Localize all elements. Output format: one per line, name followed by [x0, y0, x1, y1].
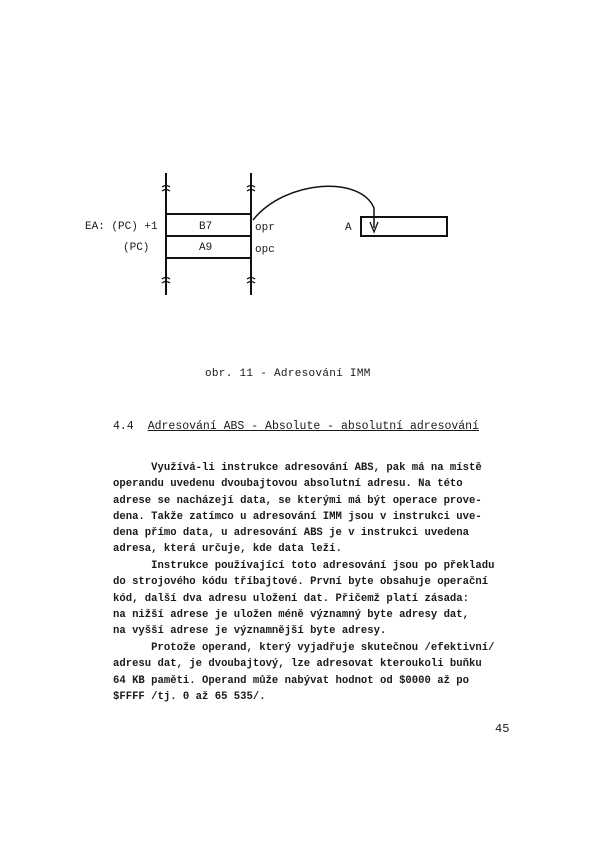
section-title: Adresování ABS - Absolute - absolutní adresování — [147, 420, 479, 433]
section-number: 4.4 — [113, 420, 134, 433]
text-line: $FFFF /tj. 0 až 65 535/. — [113, 690, 266, 703]
ea-label: EA: (PC) +1 — [85, 221, 158, 233]
text-line: Využívá-li instrukce adresování ABS, pak má na místě — [113, 462, 482, 474]
figure-caption: obr. 11 - Adresování IMM — [205, 368, 371, 380]
pc-label: (PC) — [123, 242, 150, 254]
paragraph-1 — [113, 460, 523, 558]
memory-cell-operand: B7 — [199, 221, 213, 233]
text-line: do strojového kódu tříbajtové. První byte obsahuje operační — [113, 576, 489, 589]
section-heading — [113, 420, 479, 433]
text-line: adresu dat, je dvoubajtový, lze adresovat kteroukoli buňku — [113, 658, 482, 671]
text-line: adrese se nacházejí data, se kterými má být operace prove- — [113, 494, 482, 507]
opc-label: opc — [255, 244, 275, 256]
text-line: dena přímo data, u adresování ABS je v instrukci uvedena — [113, 527, 470, 540]
text-line: dena. Takže zatímco u adresování IMM jsou v instrukci uve- — [113, 510, 482, 523]
text-line: kód, další dva adresu uložení dat. Přičemž platí zásada: — [113, 592, 470, 605]
memory-diagram — [0, 0, 600, 340]
memory-cell-opcode: A9 — [199, 242, 213, 254]
text-line: adresa, která určuje, kde data leží. — [113, 543, 342, 556]
memory-diagram-graphic — [0, 0, 600, 340]
text-line: 64 KB paměti. Operand může nabývat hodnot od $0000 až po — [113, 674, 470, 687]
paragraph-2 — [113, 558, 523, 639]
opr-label: opr — [255, 222, 275, 234]
paragraph-3 — [113, 640, 523, 705]
text-line: Protože operand, který vyjadřuje skutečnou /efektivní/ — [113, 642, 495, 654]
text-line: na nižší adrese je uložen méně významný byte adresy dat, — [113, 608, 470, 621]
text-line: na vyšší adrese je významnější byte adresy. — [113, 625, 387, 638]
register-label: A — [345, 222, 352, 234]
text-line: Instrukce používající toto adresování jsou po překladu — [113, 560, 495, 572]
page-number: 45 — [495, 722, 510, 736]
text-line: operandu uvedenu dvoubajtovou absolutní adresu. Na této — [113, 478, 463, 491]
